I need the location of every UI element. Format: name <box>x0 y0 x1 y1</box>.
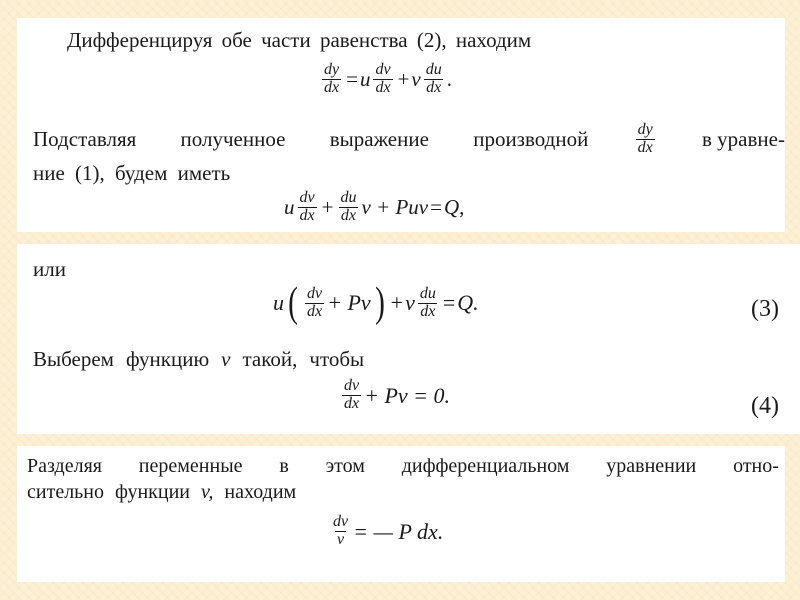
separate-text-line-1: Разделяя переменные в этом дифференциальном уравнении отно- <box>27 455 779 477</box>
separate-text-line-2: сительно функции v, находим <box>27 481 297 503</box>
choose-text: Выберем функцию v такой, чтобы <box>33 347 365 371</box>
text-panel-2 <box>17 244 800 434</box>
intro-text: Дифференцируя обе части равенства (2), находим <box>67 28 532 52</box>
substitute-text-line: Подставляя полученное выражение производной $\frac{dy}{dx}$ в уравне- <box>33 121 785 156</box>
equation-3: u ( $\frac{dv}{dx}$ + Pv ) + v $\frac{du}{dx}$ = Q. <box>273 280 479 326</box>
fraction: $\frac{dv}{dx}$ <box>344 377 360 412</box>
equation-4: $\frac{dv}{dx}$ + Pv = 0. <box>344 377 451 412</box>
equation-5: $\frac{dv}{v}$ = — P dx. <box>333 513 444 548</box>
fraction: $\frac{dv}{v}$ <box>333 513 349 548</box>
fraction: $\frac{dv}{dx}$ <box>375 61 391 96</box>
fraction: $\frac{du}{dx}$ <box>419 284 436 320</box>
derivative-fraction: $\frac{dy}{dx}$ <box>637 121 653 156</box>
equation-1: $\frac{dy}{dx}$ = u $\frac{dv}{dx}$ + v $\frac{du}{dx}$ . <box>324 61 452 96</box>
fraction: $\frac{dv}{dx}$ <box>299 189 315 224</box>
equation-number-3: (3) <box>751 296 779 322</box>
text-line-3: ние (1), будем иметь <box>33 161 231 185</box>
fraction: $\frac{dv}{dx}$ <box>307 284 323 320</box>
fraction: $\frac{du}{dx}$ <box>340 189 357 224</box>
equation-number-4: (4) <box>751 393 779 419</box>
text-panel-3 <box>17 446 785 582</box>
ili-word: или <box>33 257 66 281</box>
equation-2: u $\frac{dv}{dx}$ + $\frac{du}{dx}$ v + Puv = Q, <box>284 189 465 224</box>
fraction: $\frac{dy}{dx}$ <box>324 61 340 96</box>
text-panel-1 <box>17 18 785 232</box>
fraction: $\frac{du}{dx}$ <box>425 61 442 96</box>
